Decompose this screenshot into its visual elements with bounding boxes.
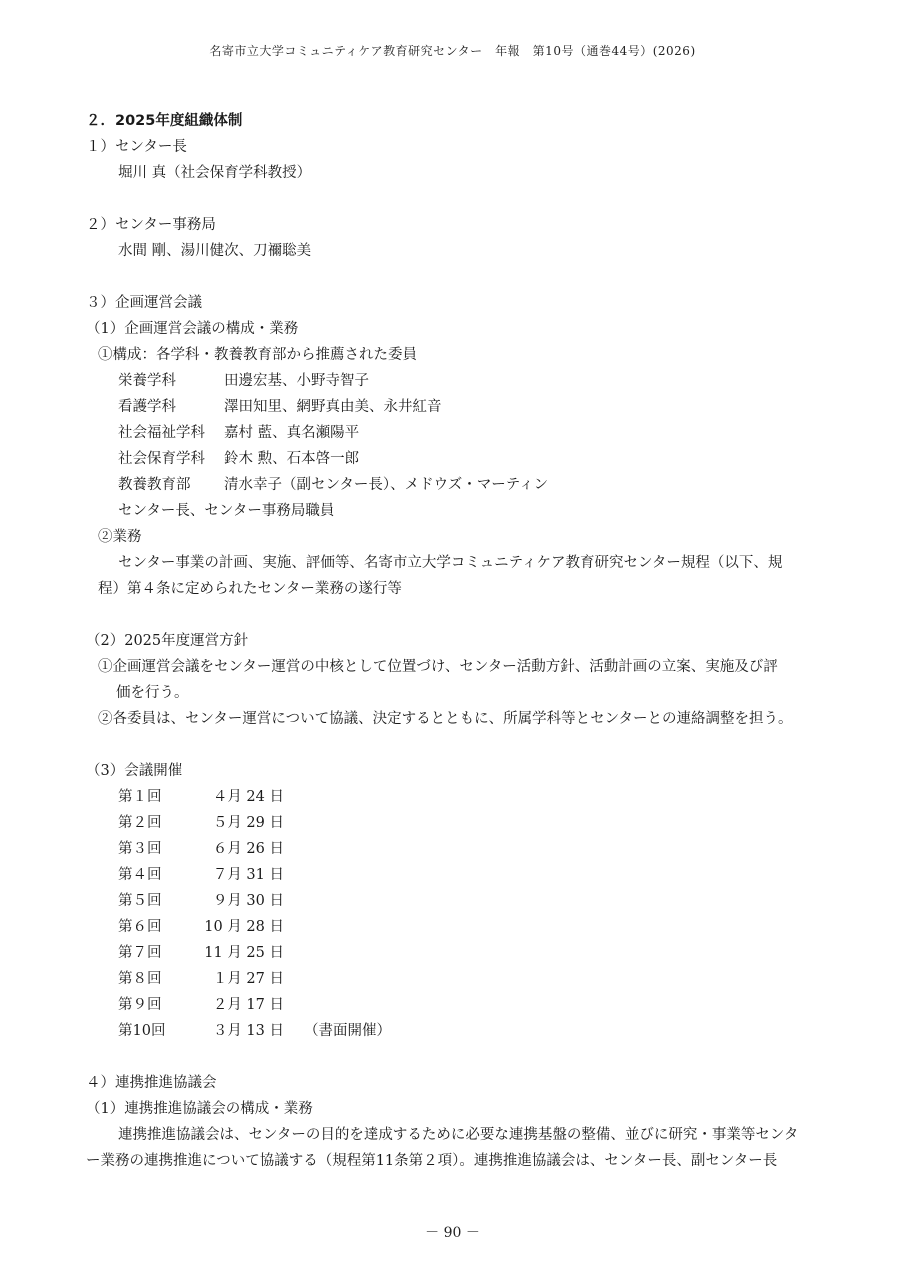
member-dept: 看護学科 — [118, 399, 176, 415]
composition-label: ①構成：各学科・教養教育部から推薦された委員 — [98, 347, 417, 363]
meeting-row — [86, 1018, 826, 1044]
spacer — [86, 732, 826, 758]
member-names: 清水幸子（副センター長）、メドウズ・マーティン — [224, 477, 549, 493]
meeting-date: ４月 24 日 — [212, 789, 284, 805]
meeting-date: ６月 26 日 — [212, 841, 284, 857]
heading-planning-council: ３）企画運営会議 — [86, 295, 202, 311]
page-number: － 90 － — [425, 1225, 480, 1241]
subheading-composition-duties: （1）企画運営会議の構成・業務 — [86, 321, 299, 337]
member-names: 澤田知里、網野真由美、永井紅音 — [224, 399, 442, 415]
meeting-row — [86, 862, 826, 888]
meeting-row — [86, 992, 826, 1018]
member-row — [86, 394, 826, 420]
meeting-number: 第５回 — [118, 893, 162, 909]
meeting-number: 第８回 — [118, 971, 162, 987]
duty-text-line2: 程）第４条に定められたセンター業務の遂行等 — [98, 581, 402, 597]
member-names: 田邊宏基、小野寺智子 — [224, 373, 369, 389]
meeting-number: 第３回 — [118, 841, 162, 857]
meeting-row — [86, 966, 826, 992]
center-office-members: 水間 剛、湯川健次、刀禰聡美 — [118, 243, 312, 259]
heading-center-office: ２）センター事務局 — [86, 217, 216, 233]
member-row — [86, 446, 826, 472]
meeting-row — [86, 836, 826, 862]
heading-center-director: １）センター長 — [86, 139, 187, 155]
meeting-row — [86, 810, 826, 836]
meeting-row — [86, 914, 826, 940]
member-names: 嘉村 藍、真名瀬陽平 — [224, 425, 360, 441]
section-title: ２．2025年度組織体制 — [86, 113, 243, 129]
member-dept: 教養教育部 — [118, 477, 191, 493]
meeting-list — [86, 784, 826, 1044]
liaison-text-line2: ー業務の連携推進について協議する（規程第11条第２項）。連携推進協議会は、センター長、副センター長 — [86, 1153, 778, 1169]
member-names: 鈴木 勲、石本啓一郎 — [224, 451, 360, 467]
policy-item2: ②各委員は、センター運営について協議、決定するとともに、所属学科等とセンターとの連絡調整を担う。 — [98, 711, 793, 727]
meeting-row — [86, 784, 826, 810]
meeting-date: ９月 30 日 — [212, 893, 284, 909]
heading-liaison-council: ４）連携推進協議会 — [86, 1075, 217, 1091]
duty-text-line1: センター事業の計画、実施、評価等、名寄市立大学コミュニティケア教育研究センター規程（以下、規 — [118, 555, 783, 571]
meeting-date: 11 月 25 日 — [204, 945, 284, 961]
meeting-date: ３月 13 日 — [212, 1023, 284, 1039]
policy-item1-line1: ①企画運営会議をセンター運営の中核として位置づけ、センター活動方針、活動計画の立案、実施及び評 — [98, 659, 778, 675]
member-dept: 社会福祉学科 — [118, 425, 205, 441]
member-row — [86, 368, 826, 394]
center-director-name: 堀川 真（社会保育学科教授） — [118, 165, 312, 181]
member-dept: 栄養学科 — [118, 373, 176, 389]
staff-members: センター長、センター事務局職員 — [118, 503, 335, 519]
spacer — [86, 602, 826, 628]
meeting-number: 第２回 — [118, 815, 162, 831]
liaison-text-line1: 連携推進協議会は、センターの目的を達成するために必要な連携基盤の整備、並びに研究・事業等センタ — [118, 1127, 799, 1143]
meeting-number: 第７回 — [118, 945, 162, 961]
member-row — [86, 472, 826, 498]
subheading-meetings: （3）会議開催 — [86, 763, 183, 779]
running-header: 名寄市立大学コミュニティケア教育研究センター 年報 第10号（通巻44号）(2026) — [209, 44, 696, 58]
subheading-policy: （2）2025年度運営方針 — [86, 633, 249, 649]
meeting-number: 第６回 — [118, 919, 162, 935]
spacer — [86, 186, 826, 212]
meeting-note: （書面開催） — [304, 1023, 391, 1039]
spacer — [86, 1044, 826, 1070]
duty-label: ②業務 — [98, 529, 142, 545]
meeting-number: 第１回 — [118, 789, 162, 805]
subheading-liaison-composition: （1）連携推進協議会の構成・業務 — [86, 1101, 313, 1117]
meeting-date: ５月 29 日 — [212, 815, 284, 831]
meeting-row — [86, 940, 826, 966]
page-content — [86, 108, 826, 1174]
meeting-number: 第９回 — [118, 997, 162, 1013]
meeting-row — [86, 888, 826, 914]
member-dept: 社会保育学科 — [118, 451, 205, 467]
meeting-date: ２月 17 日 — [212, 997, 284, 1013]
meeting-number: 第10回 — [118, 1023, 166, 1039]
spacer — [86, 264, 826, 290]
meeting-date: ７月 31 日 — [212, 867, 284, 883]
meeting-number: 第４回 — [118, 867, 162, 883]
meeting-date: １月 27 日 — [212, 971, 284, 987]
member-row — [86, 420, 826, 446]
meeting-date: 10 月 28 日 — [204, 919, 284, 935]
policy-item1-line2: 価を行う。 — [116, 685, 189, 701]
